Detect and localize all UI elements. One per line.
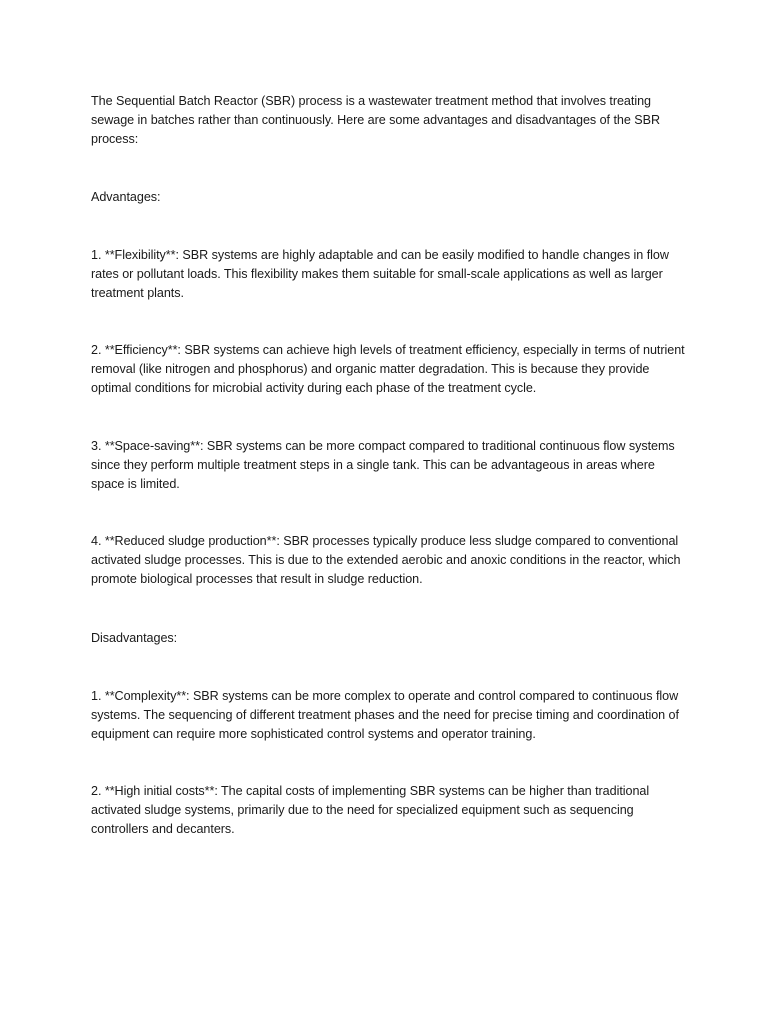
- advantages-heading: Advantages:: [91, 190, 161, 204]
- advantage-item-efficiency: 2. **Efficiency**: SBR systems can achieve high levels of treatment efficiency, especially in terms of nutrient removal (like nitrogen and phosphorus) and organic matter degradation. This is because they provide optimal conditions for microbial activity during each phase of the treatment cycle.: [91, 343, 685, 395]
- advantage-item-reduced-sludge: 4. **Reduced sludge production**: SBR processes typically produce less sludge compared to conventional activated sludge processes. This is due to the extended aerobic and anoxic conditions in the reactor, which promote biological processes that result in sludge reduction.: [91, 534, 681, 586]
- disadvantages-heading: Disadvantages:: [91, 631, 178, 645]
- disadvantage-item-initial-costs: 2. **High initial costs**: The capital costs of implementing SBR systems can be higher than traditional activated sludge systems, primarily due to the need for specialized equipment such as sequencing controllers and decanters.: [91, 784, 650, 836]
- advantage-item-space-saving: 3. **Space-saving**: SBR systems can be more compact compared to traditional continuous flow systems since they perform multiple treatment steps in a single tank. This can be advantageous in areas where space is limited.: [91, 439, 675, 491]
- advantage-item-flexibility: 1. **Flexibility**: SBR systems are highly adaptable and can be easily modified to handle changes in flow rates or pollutant loads. This flexibility makes them suitable for small-scale applications as well as larger treatment plants.: [91, 248, 669, 300]
- intro-paragraph: The Sequential Batch Reactor (SBR) process is a wastewater treatment method that involves treating sewage in batches rather than continuously. Here are some advantages and disadvantages of the SBR process:: [91, 94, 660, 146]
- disadvantage-item-complexity: 1. **Complexity**: SBR systems can be more complex to operate and control compared to continuous flow systems. The sequencing of different treatment phases and the need for precise timing and coordination of equipment can require more sophisticated control systems and operator training.: [91, 689, 679, 741]
